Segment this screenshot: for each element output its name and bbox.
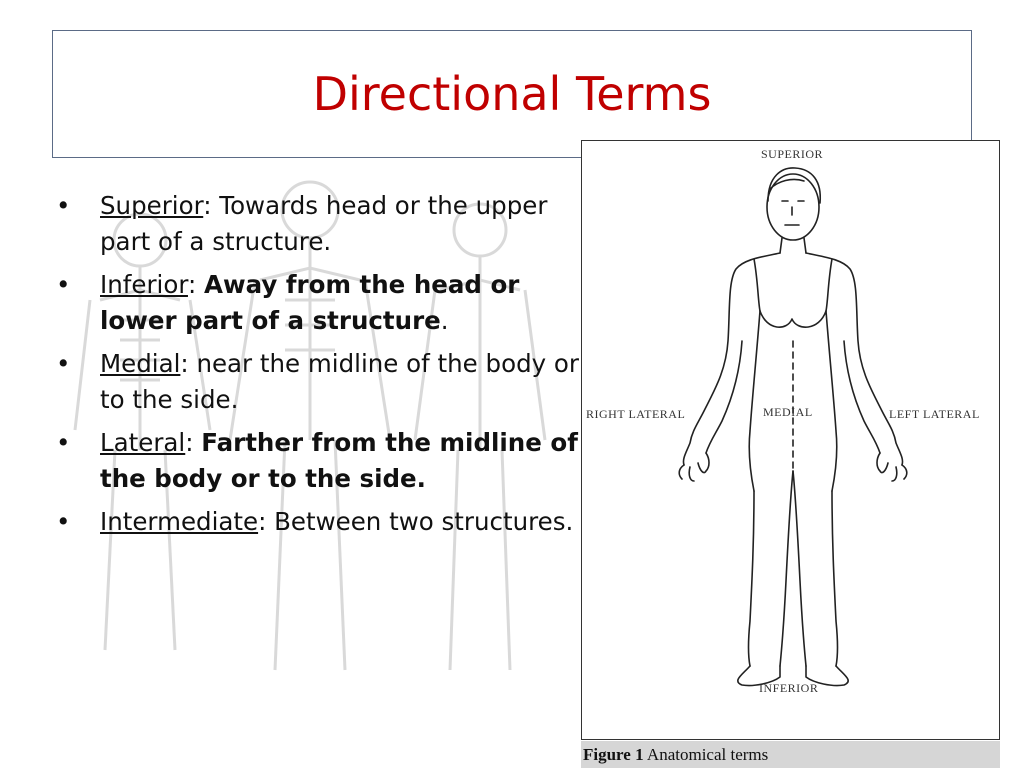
bullet-dot-icon: • xyxy=(56,507,71,537)
bullet-definition: Towards head or the upper part of a structure. xyxy=(100,191,548,256)
bullet-dot-icon: • xyxy=(56,349,71,379)
bullet-inferior xyxy=(56,267,586,338)
label-inferior: INFERIOR xyxy=(759,681,819,695)
bullet-term: Inferior xyxy=(100,270,188,300)
figure-caption-text: Anatomical terms xyxy=(646,745,769,764)
bullet-definition: Farther from the midline of the body or to the side. xyxy=(100,428,578,493)
label-left-lateral: LEFT LATERAL xyxy=(889,407,980,421)
bullet-term: Superior xyxy=(100,191,204,220)
label-medial: MEDIAL xyxy=(763,405,813,419)
label-superior: SUPERIOR xyxy=(761,147,824,161)
bullet-separator: : xyxy=(203,191,220,220)
title-box xyxy=(52,30,972,158)
label-right-lateral: RIGHT LATERAL xyxy=(586,407,686,421)
bullet-definition: Between two structures. xyxy=(274,507,574,537)
human-body-outline-image xyxy=(582,141,998,738)
bullet-list xyxy=(56,188,586,548)
bullet-intermediate xyxy=(56,504,586,540)
bullet-dot-icon: • xyxy=(56,270,71,300)
figure-caption xyxy=(581,741,1000,768)
bullet-definition: Away from the head or lower part of a structure xyxy=(100,270,520,335)
bullet-term: Medial xyxy=(100,349,181,379)
bullet-separator: : xyxy=(258,507,275,537)
bullet-medial xyxy=(56,346,586,417)
bullet-lateral xyxy=(56,425,586,496)
bullet-suffix: . xyxy=(440,305,449,335)
bullet-dot-icon: • xyxy=(56,428,71,458)
slide-title: Directional Terms xyxy=(312,67,712,121)
figure-caption-number: Figure 1 xyxy=(583,745,644,764)
bullet-term: Intermediate xyxy=(100,507,259,537)
bullet-definition: near the midline of the body or to the side. xyxy=(100,349,579,414)
bullet-separator: : xyxy=(187,270,205,300)
bullet-superior xyxy=(56,188,586,259)
bullet-term: Lateral xyxy=(100,428,186,458)
bullet-separator: : xyxy=(180,349,197,379)
bullet-separator: : xyxy=(185,428,202,458)
anatomy-figure-panel xyxy=(581,140,1000,740)
bullet-dot-icon: • xyxy=(56,191,71,220)
